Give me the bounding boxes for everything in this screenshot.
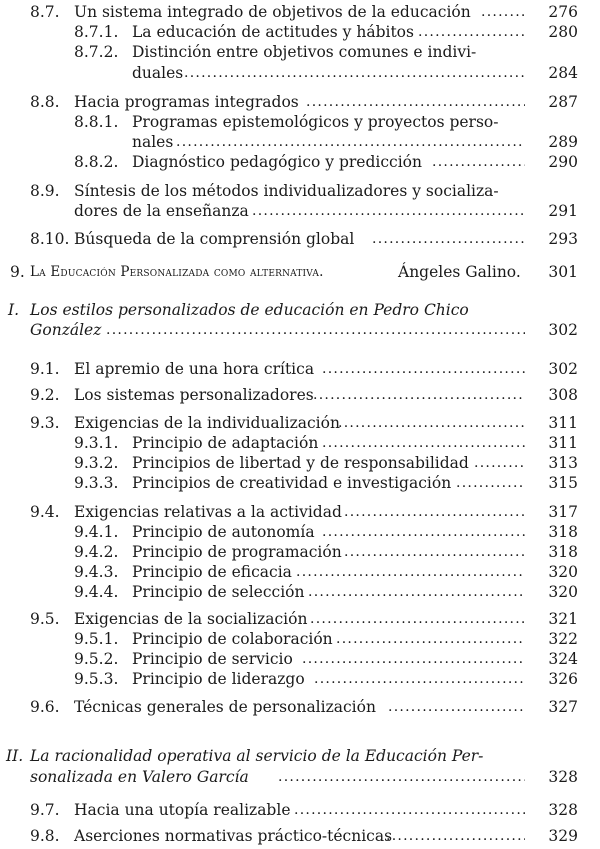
entry-number: 9.2. bbox=[30, 386, 60, 404]
dot-leader bbox=[308, 582, 525, 602]
dot-leader bbox=[278, 767, 525, 787]
entry-number: 9.7. bbox=[30, 801, 60, 819]
toc-entry bbox=[0, 542, 600, 562]
dot-leader bbox=[184, 63, 525, 83]
entry-page: 311 bbox=[548, 434, 578, 452]
entry-page: 321 bbox=[548, 610, 578, 628]
entry-title: Hacia una utopía realizable bbox=[74, 801, 291, 819]
entry-page: 329 bbox=[548, 827, 578, 845]
toc-entry bbox=[0, 385, 600, 405]
toc-entry bbox=[0, 473, 600, 493]
dot-leader bbox=[418, 22, 525, 42]
dot-leader bbox=[106, 320, 525, 340]
toc-entry bbox=[0, 826, 600, 846]
toc-entry bbox=[0, 609, 600, 629]
dot-leader bbox=[344, 542, 525, 562]
dot-leader bbox=[344, 502, 525, 522]
entry-title: Búsqueda de la comprensión global bbox=[74, 230, 355, 248]
entry-number: 9.5.3. bbox=[74, 670, 119, 688]
entry-title: Principio de colaboración bbox=[132, 630, 333, 648]
toc-entry bbox=[0, 2, 600, 22]
entry-title: La educación de actitudes y hábitos bbox=[132, 23, 414, 41]
entry-page: 302 bbox=[548, 321, 578, 339]
entry-number: 9.5.1. bbox=[74, 630, 119, 648]
entry-page: 324 bbox=[548, 650, 578, 668]
toc-entry bbox=[0, 22, 600, 42]
dot-leader bbox=[176, 132, 525, 152]
entry-number: 8.7.2. bbox=[74, 43, 119, 61]
toc-entry bbox=[0, 42, 600, 62]
dot-leader bbox=[432, 152, 525, 172]
entry-title: Principio de adaptación bbox=[132, 434, 319, 452]
dot-leader bbox=[302, 649, 525, 669]
entry-number: II. bbox=[6, 747, 24, 765]
entry-title: Principio de autonomía bbox=[132, 523, 315, 541]
entry-title: El apremio de una hora crítica bbox=[74, 360, 315, 378]
dot-leader bbox=[386, 826, 525, 846]
entry-number: 9.5.2. bbox=[74, 650, 119, 668]
entry-title: González bbox=[30, 321, 102, 339]
toc-chapter-entry bbox=[0, 262, 600, 282]
entry-number: 9.6. bbox=[30, 698, 60, 716]
entry-page: 291 bbox=[548, 202, 578, 220]
entry-page: 328 bbox=[548, 801, 578, 819]
dot-leader bbox=[296, 562, 525, 582]
toc-entry bbox=[0, 800, 600, 820]
dot-leader bbox=[474, 453, 525, 473]
toc-entry-continuation bbox=[0, 132, 600, 152]
toc-part-entry bbox=[0, 746, 600, 766]
entry-title: Principio de selección bbox=[132, 583, 305, 601]
entry-page: 327 bbox=[548, 698, 578, 716]
entry-number: 9.3.2. bbox=[74, 454, 119, 472]
toc-part-continuation bbox=[0, 320, 600, 340]
entry-title: Principio de liderazgo bbox=[132, 670, 305, 688]
toc-entry bbox=[0, 359, 600, 379]
entry-title: sonalizada en Valero García bbox=[30, 768, 249, 786]
toc-entry bbox=[0, 502, 600, 522]
entry-title: La racionalidad operativa al servicio de la Educación Per- bbox=[30, 747, 484, 765]
toc-part-continuation bbox=[0, 767, 600, 787]
entry-number: 9.5. bbox=[30, 610, 60, 628]
dot-leader bbox=[322, 522, 525, 542]
entry-page: 320 bbox=[548, 583, 578, 601]
entry-page: 308 bbox=[548, 386, 578, 404]
entry-title: Principios de libertad y de responsabilidad bbox=[132, 454, 469, 472]
dot-leader bbox=[388, 697, 525, 717]
dot-leader bbox=[338, 413, 525, 433]
dot-leader bbox=[322, 359, 525, 379]
toc-entry bbox=[0, 433, 600, 453]
entry-number: 8.7. bbox=[30, 3, 60, 21]
entry-page: 280 bbox=[548, 23, 578, 41]
entry-title: Principio de servicio bbox=[132, 650, 293, 668]
dot-leader bbox=[336, 629, 525, 649]
entry-title: Exigencias de la individualización bbox=[74, 414, 340, 432]
toc-entry bbox=[0, 112, 600, 132]
entry-number: 9.3.1. bbox=[74, 434, 119, 452]
entry-title: duales bbox=[132, 64, 184, 82]
entry-page: 318 bbox=[548, 543, 578, 561]
entry-page: 320 bbox=[548, 563, 578, 581]
entry-page: 290 bbox=[548, 153, 578, 171]
entry-title: Los sistemas personalizadores bbox=[74, 386, 314, 404]
entry-page: 301 bbox=[548, 263, 578, 281]
toc-entry-continuation bbox=[0, 63, 600, 83]
dot-leader bbox=[481, 2, 525, 22]
entry-page: 284 bbox=[548, 64, 578, 82]
entry-page: 289 bbox=[548, 133, 578, 151]
entry-title: Exigencias relativas a la actividad bbox=[74, 503, 342, 521]
dot-leader bbox=[294, 800, 525, 820]
toc-entry bbox=[0, 562, 600, 582]
entry-title: Aserciones normativas práctico-técnicas bbox=[74, 827, 393, 845]
dot-leader bbox=[456, 473, 525, 493]
entry-title: nales bbox=[132, 133, 174, 151]
entry-title: Principio de programación bbox=[132, 543, 342, 561]
entry-number: 9. bbox=[10, 263, 25, 281]
entry-number: 8.8.2. bbox=[74, 153, 119, 171]
dot-leader bbox=[372, 229, 525, 249]
toc-entry bbox=[0, 522, 600, 542]
entry-page: 328 bbox=[548, 768, 578, 786]
toc-entry bbox=[0, 229, 600, 249]
entry-page: 302 bbox=[548, 360, 578, 378]
entry-page: 322 bbox=[548, 630, 578, 648]
toc-entry bbox=[0, 582, 600, 602]
entry-number: 9.4.2. bbox=[74, 543, 119, 561]
entry-author: Ángeles Galino. bbox=[398, 263, 521, 281]
entry-title: dores de la enseñanza bbox=[74, 202, 249, 220]
dot-leader bbox=[314, 669, 525, 689]
entry-title: Diagnóstico pedagógico y predicción bbox=[132, 153, 422, 171]
entry-page: 326 bbox=[548, 670, 578, 688]
entry-title: Distinción entre objetivos comunes e indivi- bbox=[132, 43, 477, 61]
entry-number: 8.8.1. bbox=[74, 113, 119, 131]
entry-page: 287 bbox=[548, 93, 578, 111]
entry-number: 8.10. bbox=[30, 230, 70, 248]
entry-title: Síntesis de los métodos individualizadores y socializa- bbox=[74, 182, 499, 200]
entry-page: 317 bbox=[548, 503, 578, 521]
entry-number: 8.9. bbox=[30, 182, 60, 200]
entry-title: Principio de eficacia bbox=[132, 563, 292, 581]
entry-number: 9.4. bbox=[30, 503, 60, 521]
entry-number: 9.4.4. bbox=[74, 583, 119, 601]
entry-title: La Educación Personalizada como alternativa. bbox=[30, 264, 324, 280]
toc-entry bbox=[0, 413, 600, 433]
toc-entry bbox=[0, 629, 600, 649]
toc-entry bbox=[0, 453, 600, 473]
entry-number: 9.3.3. bbox=[74, 474, 119, 492]
entry-number: 9.8. bbox=[30, 827, 60, 845]
dot-leader bbox=[313, 385, 525, 405]
entry-page: 313 bbox=[548, 454, 578, 472]
toc-entry bbox=[0, 649, 600, 669]
entry-number: 8.8. bbox=[30, 93, 60, 111]
entry-number: 9.3. bbox=[30, 414, 60, 432]
entry-page: 318 bbox=[548, 523, 578, 541]
dot-leader bbox=[310, 609, 525, 629]
entry-number: 9.4.3. bbox=[74, 563, 119, 581]
toc-entry bbox=[0, 152, 600, 172]
toc-entry bbox=[0, 92, 600, 112]
dot-leader bbox=[322, 433, 525, 453]
entry-title: Principios de creatividad e investigación bbox=[132, 474, 452, 492]
entry-number: 9.4.1. bbox=[74, 523, 119, 541]
entry-number: 9.1. bbox=[30, 360, 60, 378]
dot-leader bbox=[306, 92, 525, 112]
toc-entry bbox=[0, 669, 600, 689]
toc-part-entry bbox=[0, 300, 600, 320]
entry-number: I. bbox=[8, 301, 20, 319]
entry-title: Programas epistemológicos y proyectos perso- bbox=[132, 113, 499, 131]
entry-page: 315 bbox=[548, 474, 578, 492]
entry-title: Hacia programas integrados bbox=[74, 93, 299, 111]
entry-title: Un sistema integrado de objetivos de la educación bbox=[74, 3, 471, 21]
entry-title: Exigencias de la socialización bbox=[74, 610, 308, 628]
entry-page: 293 bbox=[548, 230, 578, 248]
toc-entry-continuation bbox=[0, 201, 600, 221]
dot-leader bbox=[252, 201, 525, 221]
entry-title: Técnicas generales de personalización bbox=[74, 698, 376, 716]
entry-page: 276 bbox=[548, 3, 578, 21]
toc-entry bbox=[0, 697, 600, 717]
toc-entry bbox=[0, 181, 600, 201]
entry-number: 8.7.1. bbox=[74, 23, 119, 41]
entry-title: Los estilos personalizados de educación en Pedro Chico bbox=[30, 301, 469, 319]
entry-page: 311 bbox=[548, 414, 578, 432]
